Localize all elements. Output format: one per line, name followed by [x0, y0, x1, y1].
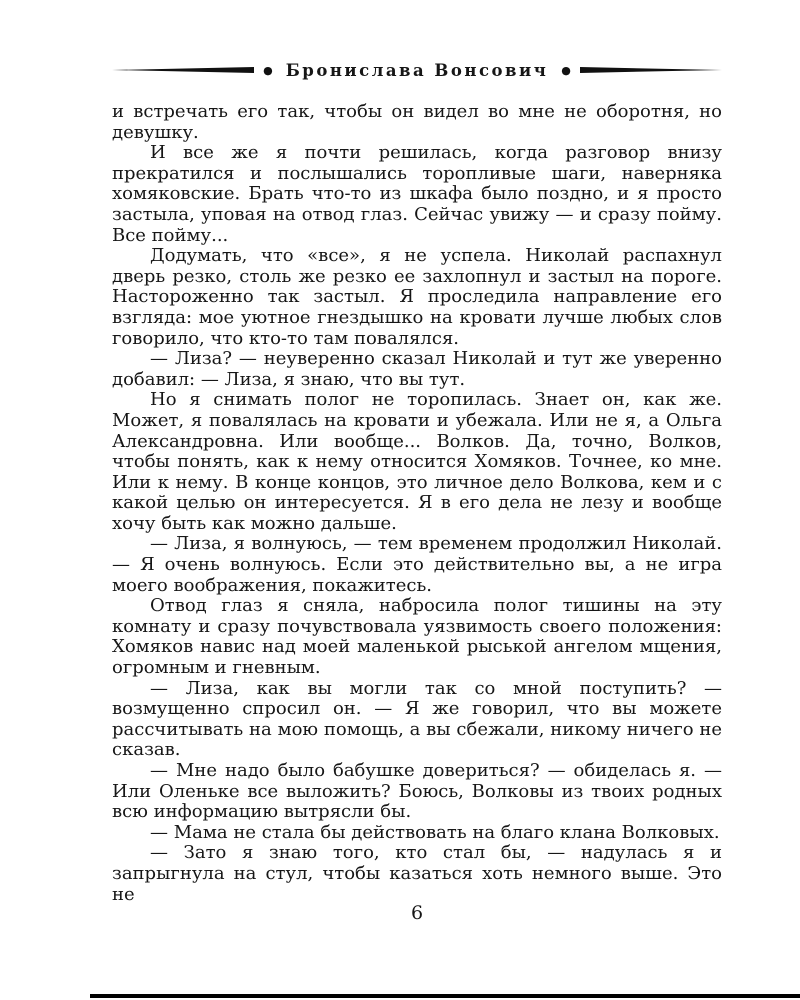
header-rule-right	[580, 67, 722, 74]
running-header	[112, 60, 722, 80]
page-number: 6	[410, 902, 424, 924]
paragraph: — Лиза? — неуверенно сказал Николай и тут же уверенно добавил: — Лиза, я знаю, что вы тут.	[112, 348, 722, 390]
scan-edge-line	[90, 994, 800, 998]
paragraph: Додумать, что «все», я не успела. Николай распахнул дверь резко, столь же резко ее захлопнул и застыл на пороге. Настороженно так застыл. Я проследила направление его взгляда: мое уютное гнездышко на кровати лучше любых слов говорило, что кто-то там повалялся.	[112, 245, 722, 349]
paragraph: и встречать его так, чтобы он видел во мне не оборотня, но девушку.	[112, 101, 722, 143]
header-rule-left	[112, 67, 254, 74]
paragraph: — Зато я знаю того, кто стал бы, — надулась я и запрыгнула на стул, чтобы казаться хоть немного выше. Это не	[112, 842, 722, 905]
author-name: Бронислава Вонсович	[285, 60, 549, 80]
page-body	[112, 102, 722, 905]
paragraph: — Мама не стала бы действовать на благо клана Волковых.	[150, 821, 720, 843]
paragraph: — Лиза, как вы могли так со мной поступить? — возмущенно спросил он. — Я же говорил, что вы можете рассчитывать на мою помощь, а вы сбежали, никому ничего не сказав.	[112, 677, 722, 761]
book-page	[112, 60, 722, 905]
header-bullet-right-icon: ●	[561, 63, 571, 77]
paragraph: И все же я почти решилась, когда разговор внизу прекратился и послышались торопливые шаги, наверняка хомяковские. Брать что-то из шкафа было поздно, и я просто застыла, уповая на отвод глаз. Сейчас увижу — и сразу пойму. Все пойму...	[112, 142, 722, 246]
paragraph: Но я снимать полог не торопилась. Знает он, как же. Может, я повалялась на кровати и убежала. Или не я, а Ольга Александровна. Или вообще... Волков. Да, точно, Волков, чтобы понять, как к нему относится Хомяков. Точнее, ко мне. Или к нему. В конце концов, это личное дело Волкова, кем и с какой целью он интересуется. Я в его дела не лезу и вообще хочу быть как можно дальше.	[112, 389, 722, 534]
paragraph: Отвод глаз я сняла, набросила полог тишины на эту комнату и сразу почувствовала уязвимость своего положения: Хомяков навис над моей маленькой рыськой ангелом мщения, огромным и гневным.	[112, 595, 722, 679]
paragraph: — Лиза, я волнуюсь, — тем временем продолжил Николай. — Я очень волнуюсь. Если это действительно вы, а не игра моего воображения, покажитесь.	[112, 533, 722, 596]
paragraph: — Мне надо было бабушке довериться? — обиделась я. — Или Оленьке все выложить? Боюсь, Волковы из твоих родных всю информацию вытрясли бы.	[112, 760, 722, 823]
header-bullet-left-icon: ●	[263, 63, 273, 77]
